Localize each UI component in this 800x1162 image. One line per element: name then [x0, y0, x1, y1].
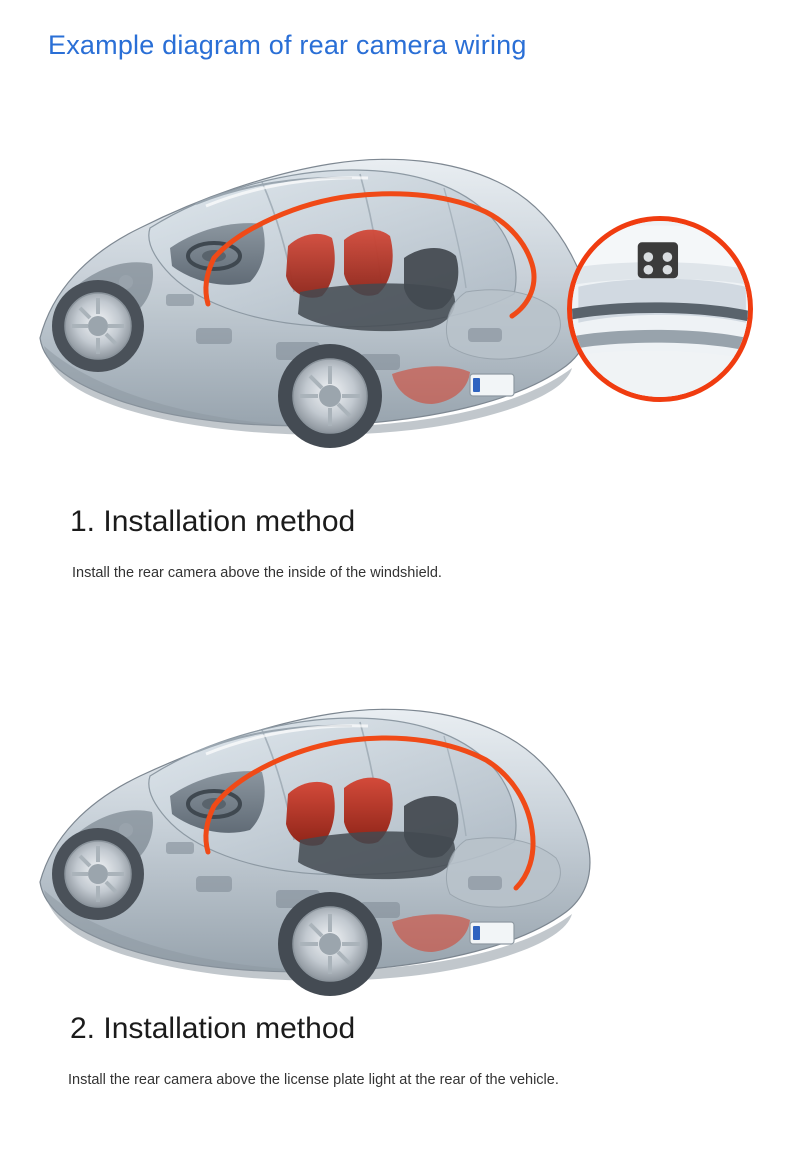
detail-windshield-svg: [572, 221, 748, 397]
section-1-heading-text: Installation method: [103, 505, 356, 538]
rear-wheel-1: [278, 344, 382, 448]
front-wheel-2: [52, 828, 144, 920]
section-1-heading: [70, 505, 355, 539]
diagram-section-1: [0, 78, 800, 470]
section-2-number: 2.: [70, 1012, 96, 1045]
rear-wheel-2: [278, 892, 382, 996]
section-2-heading: [70, 1012, 355, 1046]
diagram-section-2: [0, 660, 800, 1020]
section-1-number: 1.: [70, 505, 96, 538]
section-1-description: Install the rear camera above the inside of the windshield.: [72, 565, 442, 581]
section-2-description: Install the rear camera above the license plate light at the rear of the vehicle.: [68, 1072, 559, 1088]
section-2-heading-text: Installation method: [103, 1012, 356, 1045]
front-wheel-1: [52, 280, 144, 372]
car-cutaway-illustration-2: [0, 660, 800, 1020]
detail-circle-windshield-camera: [567, 216, 753, 402]
page-title: Example diagram of rear camera wiring: [48, 30, 527, 60]
